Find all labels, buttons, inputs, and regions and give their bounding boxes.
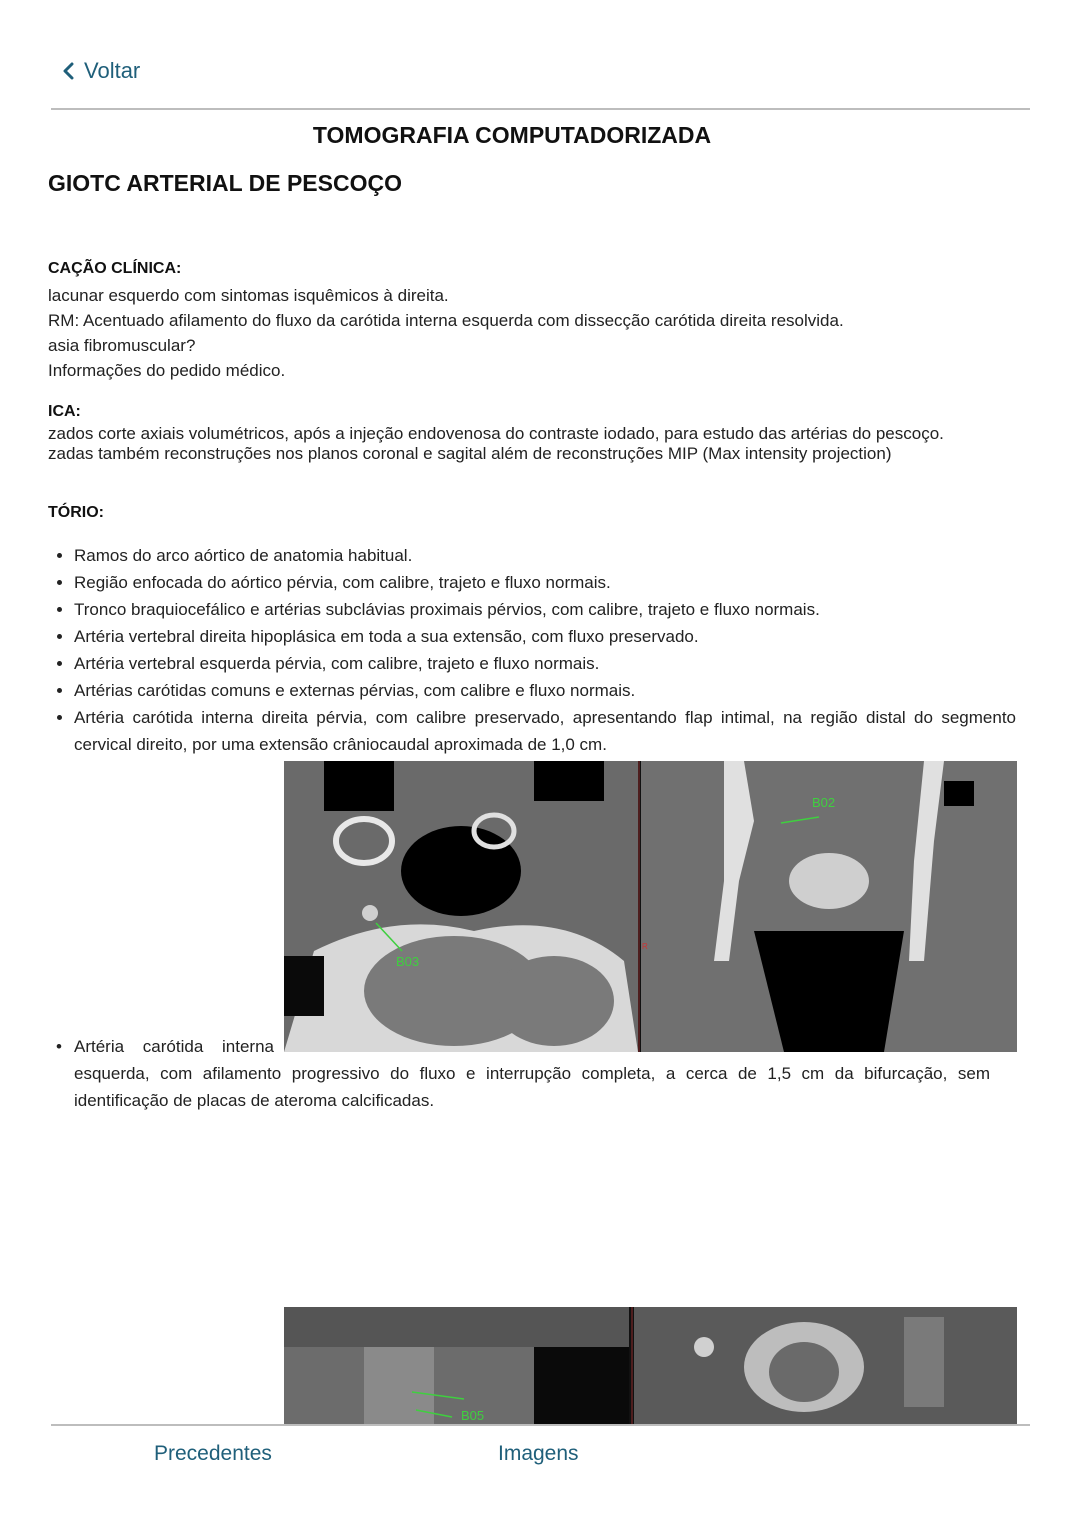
clinical-heading: CAÇÃO CLÍNICA:: [48, 260, 182, 277]
report-viewer[interactable]: [0, 110, 1080, 1424]
technique-line: zados corte axiais volumétricos, após a injeção endovenosa do contraste iodado, para estudo das artérias do pescoço.: [48, 424, 944, 443]
technique-heading: ICA:: [48, 403, 81, 420]
finding-item: • Ramos do arco aórtico de anatomia habitual.: [74, 542, 1016, 569]
finding-item: • Artérias carótidas comuns e externas pérvias, com calibre e fluxo normais.: [74, 677, 1016, 704]
finding-item-8-rest: esquerda, com afilamento progressivo do fluxo e interrupção completa, a cerca de 1,5 cm da bifurcação, sem identificação de placas de ateroma calcificadas.: [74, 1064, 990, 1110]
clinical-line: asia fibromuscular?: [48, 336, 196, 355]
finding-item: • Artéria vertebral direita hipoplásica em toda a sua extensão, com fluxo preservado.: [74, 623, 1016, 650]
clinical-line: RM: Acentuado afilamento do fluxo da carótida interna esquerda com dissecção carótida direita resolvida.: [48, 311, 844, 330]
finding-item: • Região enfocada do aórtico pérvia, com calibre, trajeto e fluxo normais.: [74, 569, 1016, 596]
ct-image-axial-coronal[interactable]: [284, 761, 1017, 1052]
image-label-right: B02: [812, 795, 836, 810]
technique-line: zadas também reconstruções nos planos coronal e sagital além de reconstruções MIP (Max intensity projection): [48, 444, 892, 463]
precedentes-tab[interactable]: Precedentes: [154, 1442, 272, 1465]
findings-heading: TÓRIO:: [48, 504, 104, 521]
top-bar: [0, 0, 1080, 108]
orientation-marker: R: [642, 942, 648, 951]
report-title: TOMOGRAFIA COMPUTADORIZADA: [312, 122, 712, 148]
finding-item-8: • Artéria carótida interna esquerda, com afilamento progressivo do fluxo e interrupção completa, a cerca de 1,5 cm da bifurcação, sem identificação de placas de ateroma calcificadas.: [48, 1033, 990, 1114]
back-button[interactable]: [62, 58, 140, 84]
ct-image-sagittal-coronal[interactable]: [284, 1307, 1017, 1424]
chevron-left-icon: [62, 62, 76, 80]
findings-list: [48, 542, 1016, 758]
image-label-b05: B05: [461, 1408, 485, 1423]
back-label: Voltar: [84, 58, 141, 83]
finding-item-8-start: Artéria carótida interna: [74, 1037, 274, 1056]
imagens-tab[interactable]: Imagens: [498, 1442, 579, 1465]
finding-item: • Artéria carótida interna direita pérvia, com calibre preservado, apresentando flap intimal, na região distal do segmento cervical direito, por uma extensão crâniocaudal aproximada de 1,0 cm.: [74, 704, 1016, 758]
image-label-left: B03: [396, 954, 420, 969]
bottom-nav: [0, 1426, 1080, 1526]
finding-item: • Tronco braquiocefálico e artérias subclávias proximais pérvios, com calibre, trajeto e fluxo normais.: [74, 596, 1016, 623]
clinical-line: Informações do pedido médico.: [48, 361, 286, 380]
finding-item: • Artéria vertebral esquerda pérvia, com calibre, trajeto e fluxo normais.: [74, 650, 1016, 677]
clinical-line: lacunar esquerdo com sintomas isquêmicos à direita.: [48, 286, 449, 305]
report-subtitle: GIOTC ARTERIAL DE PESCOÇO: [48, 170, 402, 196]
